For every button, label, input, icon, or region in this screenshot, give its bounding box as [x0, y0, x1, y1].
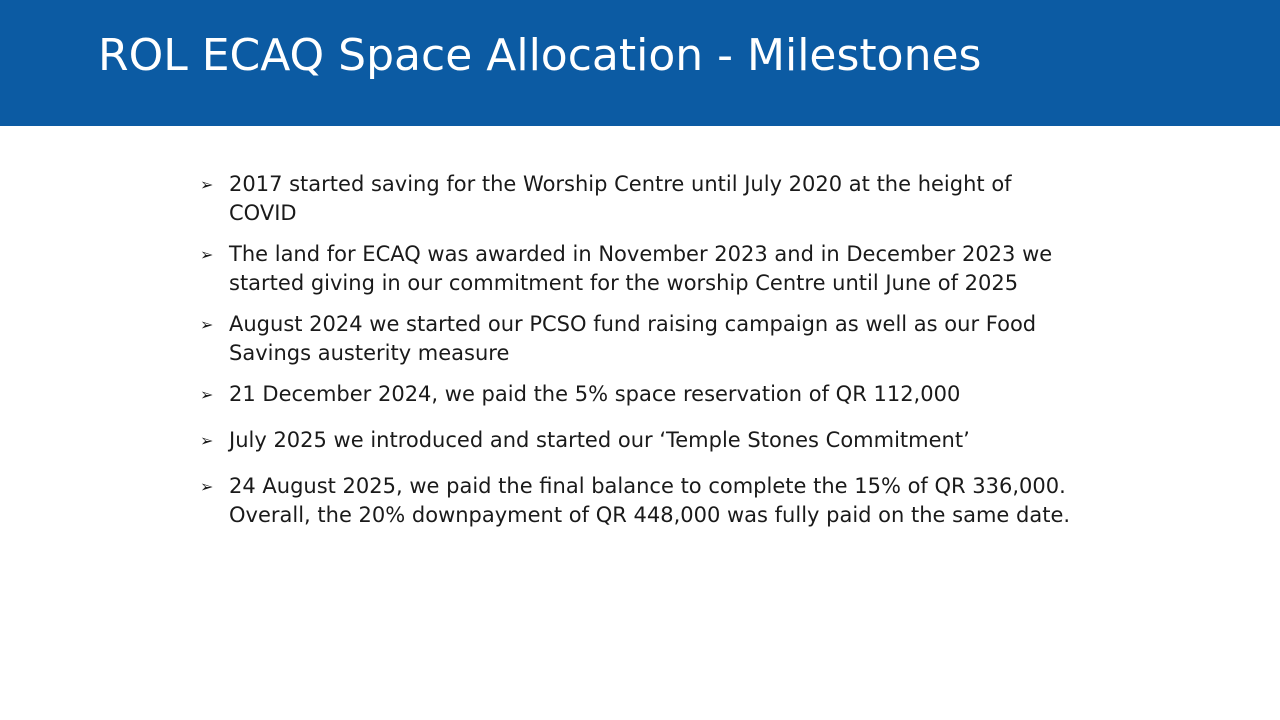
milestone-item [200, 170, 1080, 228]
arrow-bullet-icon: ➢ [200, 477, 214, 496]
milestone-item [200, 310, 1080, 368]
arrow-bullet-icon: ➢ [200, 315, 214, 334]
milestone-item [200, 426, 1080, 455]
slide-title: ROL ECAQ Space Allocation - Milestones [98, 30, 982, 81]
milestone-list [200, 170, 1080, 542]
arrow-bullet-icon: ➢ [200, 175, 214, 194]
milestone-text: July 2025 we introduced and started our ‘Temple Stones Commitment’ [229, 428, 970, 452]
arrow-bullet-icon: ➢ [200, 245, 214, 264]
arrow-bullet-icon: ➢ [200, 385, 214, 404]
milestone-text: 24 August 2025, we paid the final balance to complete the 15% of QR 336,000. Overall, the 20% downpayment of QR 448,000 was fully paid on the same date. [229, 474, 1071, 527]
milestone-text: August 2024 we started our PCSO fund raising campaign as well as our Food Savings austerity measure [229, 312, 1037, 365]
milestone-item [200, 472, 1080, 530]
milestone-text: 2017 started saving for the Worship Centre until July 2020 at the height of COVID [229, 172, 1012, 225]
arrow-bullet-icon: ➢ [200, 431, 214, 450]
milestone-text: 21 December 2024, we paid the 5% space reservation of QR 112,000 [229, 382, 961, 406]
milestone-text: The land for ECAQ was awarded in November 2023 and in December 2023 we started giving in our commitment for the worship Centre until June of 2025 [229, 242, 1053, 295]
title-bar [0, 0, 1280, 126]
milestone-item [200, 380, 1080, 409]
milestone-item [200, 240, 1080, 298]
